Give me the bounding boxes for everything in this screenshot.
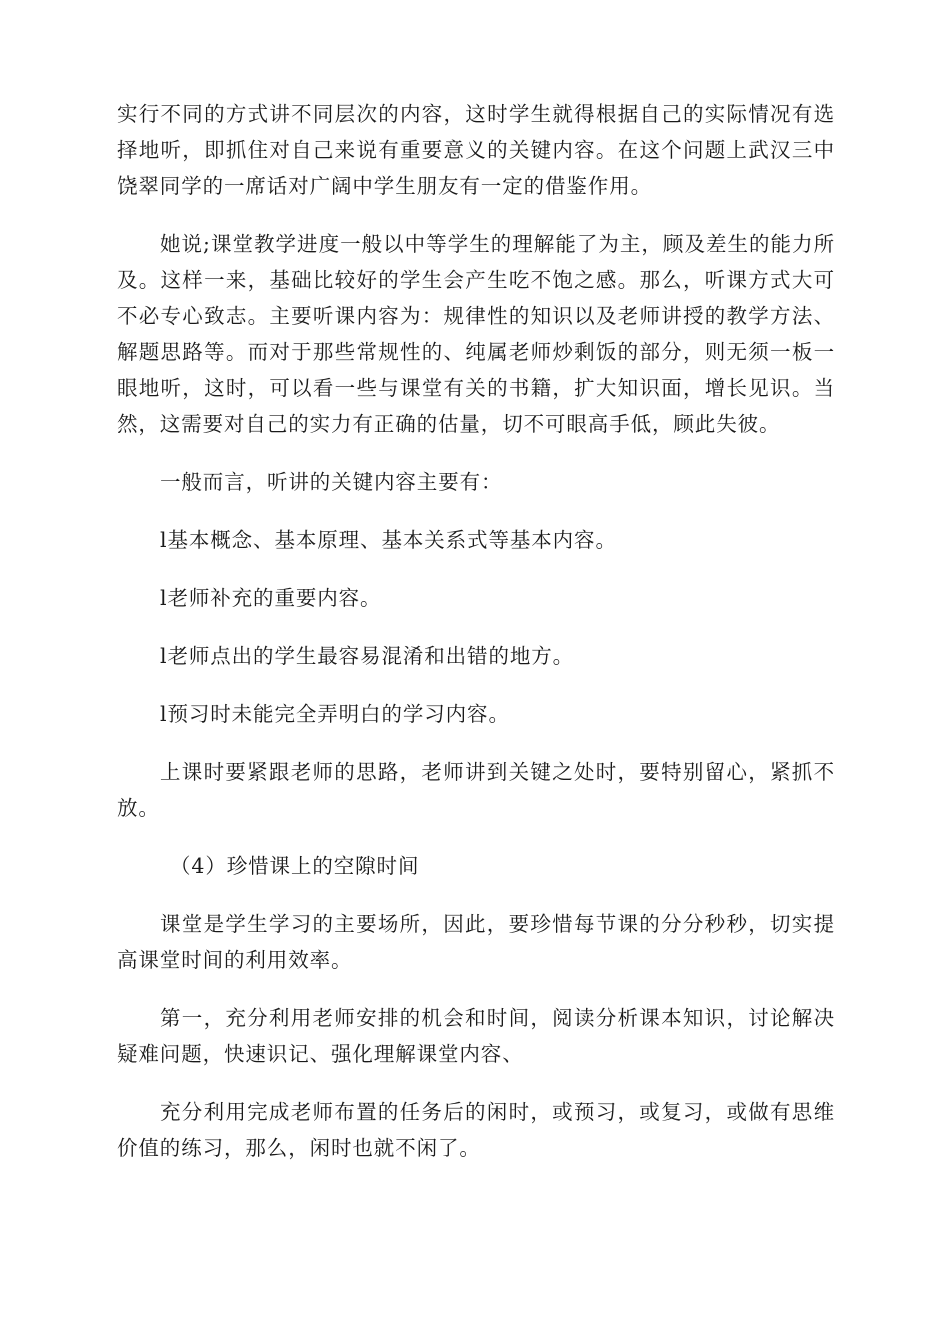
paragraph-follow-teacher: 上课时要紧跟老师的思路，老师讲到关键之处时，要特别留心，紧抓不放。 — [117, 760, 835, 820]
list-item-preview-gaps: l预习时未能完全弄明白的学习内容。 — [160, 702, 510, 726]
paragraph-free-time: 充分利用完成老师布置的任务后的闲时，或预习，或复习，或做有思维价值的练习，那么，闲时也就不闲了。 — [117, 1100, 835, 1160]
list-item-basic-concepts: l基本概念、基本原理、基本关系式等基本内容。 — [160, 528, 617, 552]
paragraph-listening-selectively: 实行不同的方式讲不同层次的内容，这时学生就得根据自己的实际情况有选择地听，即抓住对自己来说有重要意义的关键内容。在这个问题上武汉三中饶翠同学的一席话对广阔中学生朋友有一定的借鉴作用。 — [117, 102, 835, 198]
list-item-confusing-points: l老师点出的学生最容易混淆和出错的地方。 — [160, 644, 575, 668]
paragraph-key-content-intro: 一般而言，听讲的关键内容主要有： — [160, 470, 503, 494]
section-heading-spare-time: （4）珍惜课上的空隙时间 — [170, 854, 420, 878]
paragraph-student-quote: 她说;课堂教学进度一般以中等学生的理解能了为主，顾及差生的能力所及。这样一来，基础比较好的学生会产生吃不饱之感。那么，听课方式大可不必专心致志。主要听课内容为：规律性的知识以及老师讲授的教学方法、解题思路等。而对于那些常规性的、纯属老师炒剩饭的部分，则无须一板一眼地听，这时，可以看一些与课堂有关的书籍，扩大知识面，增长见识。当然，这需要对自己的实力有正确的估量，切不可眼高手低，顾此失彼。 — [117, 232, 835, 436]
list-item-teacher-supplements: l老师补充的重要内容。 — [160, 586, 382, 610]
paragraph-classroom-efficiency: 课堂是学生学习的主要场所，因此，要珍惜每节课的分分秒秒，切实提高课堂时间的利用效率。 — [117, 912, 835, 972]
paragraph-first-point: 第一，充分利用老师安排的机会和时间，阅读分析课本知识，讨论解决疑难问题，快速识记、强化理解课堂内容、 — [117, 1006, 835, 1066]
document-page — [117, 96, 835, 1188]
